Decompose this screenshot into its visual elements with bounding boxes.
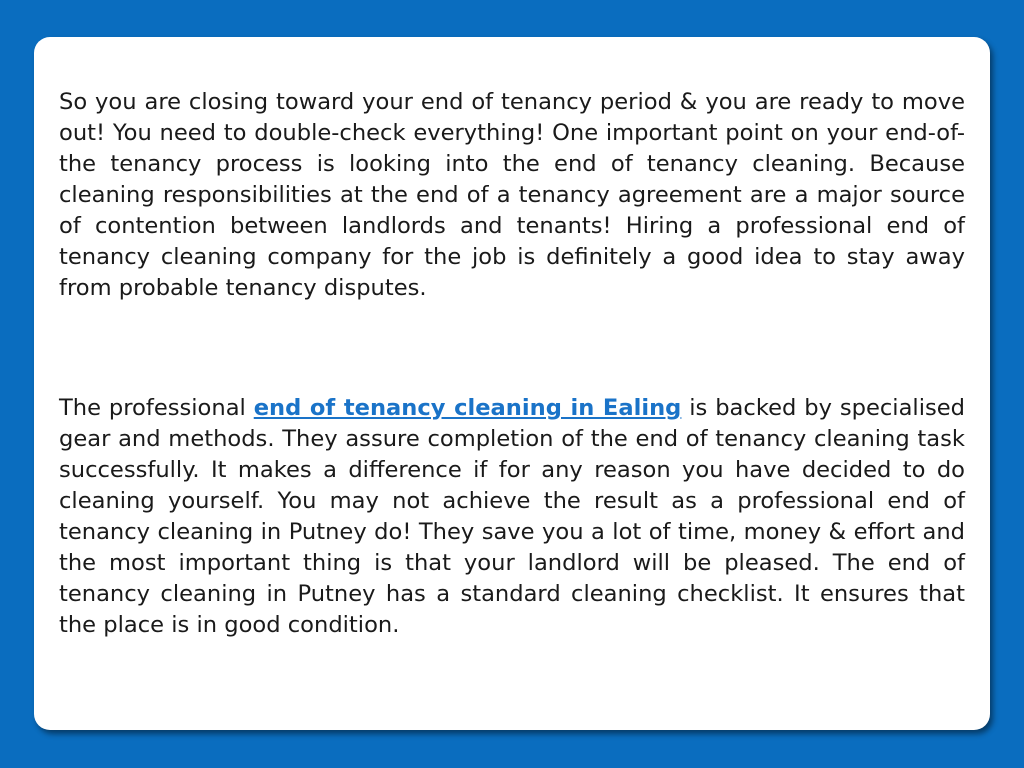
paragraph-2-body-text: is backed by specialised gear and methods. They assure completion of the end of tenancy cleaning task successfully. It makes a difference if for any reason you have decided to do cleaning yourself. You may not achieve the result as a professional end of tenancy cleaning in Putney do! They save you a lot of time, money & effort and the most important thing is that your landlord will be pleased. The end of tenancy cleaning in Putney has a standard cleaning checklist. It ensures that the place is in good condition. <box>59 395 965 638</box>
paragraph-intro: So you are closing toward your end of tenancy period & you are ready to move out! You need to double-check everything! One important point on your end-of-the tenancy process is looking into the end of tenancy cleaning. Because cleaning responsibilities at the end of a tenancy agreement are a major source of contention between landlords and tenants! Hiring a professional end of tenancy cleaning company for the job is definitely a good idea to stay away from probable tenancy disputes. <box>59 89 965 301</box>
ealing-cleaning-link[interactable]: end of tenancy cleaning in Ealing <box>253 395 682 421</box>
paragraph-professional <box>59 393 965 641</box>
content-card <box>34 37 990 730</box>
paragraph-2-lead-text: The professional <box>59 395 254 421</box>
